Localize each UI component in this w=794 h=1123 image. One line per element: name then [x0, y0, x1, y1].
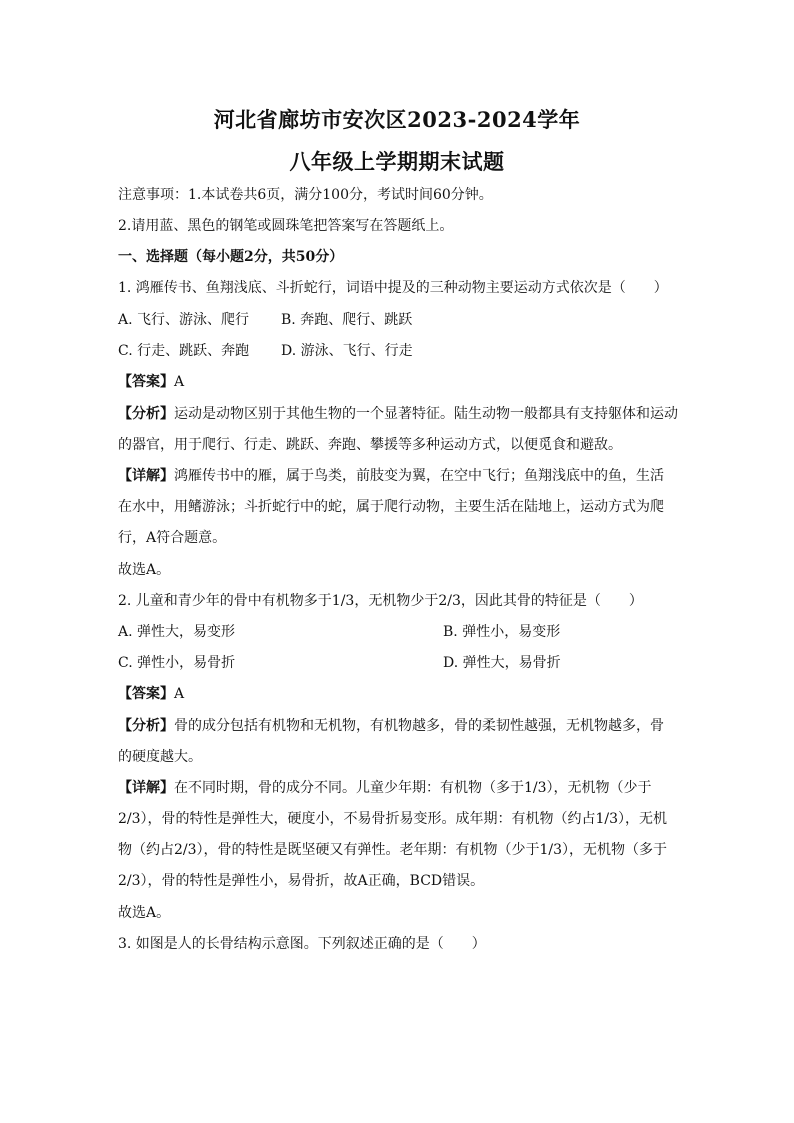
notes-line1: 注意事项：1.本试卷共6页，满分100分，考试时间60分钟。 — [118, 187, 493, 203]
q3-stem: 3. 如图是人的长骨结构示意图。下列叙述正确的是（ ） — [118, 936, 486, 952]
detail-tag: 【详解】 — [118, 468, 174, 484]
q2-option-b: B. 弹性小，易变形 — [443, 624, 561, 640]
q2-answer — [118, 685, 184, 703]
page-title-line2: 八年级上学期期末试题 — [289, 149, 505, 174]
analysis-tag: 【分析】 — [118, 718, 174, 734]
q1-detail-line1 — [118, 467, 664, 485]
analysis-text: 骨的成分包括有机物和无机物，有机物越多，骨的柔韧性越强，无机物越多，骨 — [174, 718, 664, 734]
q1-option-d: D. 游泳、飞行、行走 — [281, 343, 413, 359]
q2-analysis-line1 — [118, 717, 664, 735]
q1-option-c: C. 行走、跳跃、奔跑 — [118, 343, 250, 359]
q2-detail-line4: 2/3），骨的特性是弹性小，易骨折，故A正确，BCD错误。 — [118, 873, 485, 889]
q1-analysis-line2: 的器官，用于爬行、行走、跳跃、奔跑、攀援等多种运动方式，以便觅食和避敌。 — [118, 437, 622, 453]
q1-conclusion: 故选A。 — [118, 562, 171, 578]
q1-analysis-line1 — [118, 405, 678, 423]
q2-option-a: A. 弹性大，易变形 — [118, 624, 236, 640]
answer-value: A — [174, 374, 185, 390]
analysis-tag: 【分析】 — [118, 406, 174, 422]
q1-detail-line2: 在水中，用鳍游泳；斗折蛇行中的蛇，属于爬行动物，主要生活在陆地上，运动方式为爬 — [118, 499, 664, 515]
detail-text: 在不同时期，骨的成分不同。儿童少年期：有机物（多于1/3），无机物（少于 — [174, 780, 652, 796]
q2-option-c: C. 弹性小，易骨折 — [118, 655, 236, 671]
q2-detail-line2: 2/3），骨的特性是弹性大，硬度小，不易骨折易变形。成年期：有机物（约占1/3），无机 — [118, 811, 668, 827]
detail-tag: 【详解】 — [118, 780, 174, 796]
q2-option-d: D. 弹性大，易骨折 — [443, 655, 561, 671]
q1-option-a: A. 飞行、游泳、爬行 — [118, 312, 250, 328]
analysis-text: 运动是动物区别于其他生物的一个显著特征。陆生动物一般都具有支持躯体和运动 — [174, 406, 678, 422]
q2-detail-line1 — [118, 779, 652, 797]
q1-stem: 1. 鸿雁传书、鱼翔浅底、斗折蛇行，词语中提及的三种动物主要运动方式依次是（ ） — [118, 280, 668, 296]
q2-conclusion: 故选A。 — [118, 905, 171, 921]
q1-detail-line3: 行，A符合题意。 — [118, 530, 227, 546]
q1-answer — [118, 373, 184, 391]
q2-analysis-line2: 的硬度越大。 — [118, 749, 202, 765]
page-title-line1: 河北省廊坊市安次区2023-2024学年 — [213, 107, 581, 132]
answer-tag: 【答案】 — [118, 686, 174, 702]
q2-detail-line3: 物（约占2/3），骨的特性是既坚硬又有弹性。老年期：有机物（少于1/3），无机物（多于 — [118, 842, 668, 858]
q2-stem: 2. 儿童和青少年的骨中有机物多于1/3，无机物少于2/3，因此其骨的特征是（ ） — [118, 593, 643, 609]
answer-value: A — [174, 686, 185, 702]
answer-tag: 【答案】 — [118, 374, 174, 390]
q1-option-b: B. 奔跑、爬行、跳跃 — [281, 312, 413, 328]
detail-text: 鸿雁传书中的雁，属于鸟类，前肢变为翼，在空中飞行；鱼翔浅底中的鱼，生活 — [174, 468, 664, 484]
notes-line2: 2.请用蓝、黑色的钢笔或圆珠笔把答案写在答题纸上。 — [118, 218, 454, 234]
section-heading: 一、选择题（每小题2分，共50分） — [118, 249, 344, 265]
